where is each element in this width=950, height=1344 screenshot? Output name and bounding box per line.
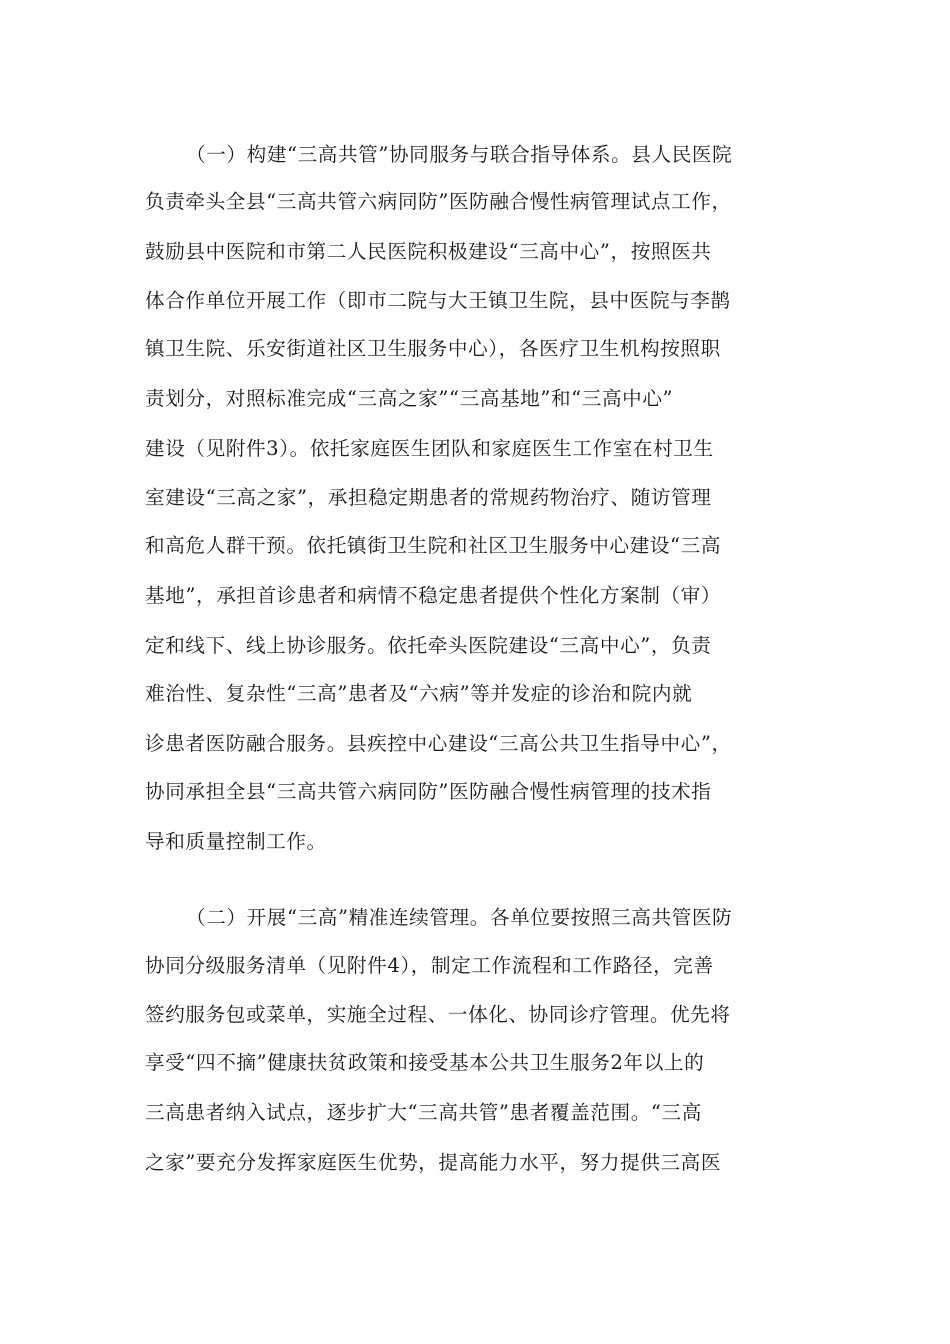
paragraph-1-line-9: 和高危人群干预。依托镇街卫生院和社区卫生服务中心建设“三高 [145,534,722,557]
paragraph-1-line-6: 责划分，对照标准完成“三高之家”“三高基地”和“三高中心” [145,387,674,410]
paragraph-1-line-3: 鼓励县中医院和市第二人民医院积极建设“三高中心”，按照医共 [145,240,712,263]
paragraph-2-line-6: 之家”要充分发挥家庭医生优势，提高能力水平，努力提供三高医 [145,1151,722,1174]
paragraph-1-line-15: 导和质量控制工作。 [145,830,327,853]
paragraph-1-line-13: 诊患者医防融合服务。县疾控中心建设“三高公共卫生指导中心”， [145,732,732,755]
paragraph-2-line-1: （二）开展“三高”精准连续管理。各单位要按照三高共管医防 [186,906,733,929]
paragraph-1-line-5: 镇卫生院、乐安街道社区卫生服务中心），各医疗卫生机构按照职 [145,337,721,360]
paragraph-1-line-11: 定和线下、线上协诊服务。依托牵头医院建设“三高中心”，负责 [145,634,712,657]
paragraph-1-line-4: 体合作单位开展工作（即市二院与大王镇卫生院，县中医院与李鹊 [145,289,731,312]
paragraph-1-line-7: 建设（见附件3）。依托家庭医生团队和家庭医生工作室在村卫生 [145,437,714,460]
paragraph-1-line-8: 室建设“三高之家”，承担稳定期患者的常规药物治疗、随访管理 [145,486,712,509]
paragraph-1-line-2: 负责牵头全县“三高共管六病同防”医防融合慢性病管理试点工作， [145,190,732,213]
paragraph-2-line-4: 享受“四不摘”健康扶贫政策和接受基本公共卫生服务2年以上的 [145,1051,705,1074]
paragraph-2-line-5: 三高患者纳入试点，逐步扩大“三高共管”患者覆盖范围。“三高 [145,1101,702,1124]
paragraph-1-line-12: 难治性、复杂性“三高”患者及“六病”等并发症的诊治和院内就 [145,682,693,705]
paragraph-1-line-1: （一）构建“三高共管”协同服务与联合指导体系。县人民医院 [186,143,733,166]
paragraph-2-line-2: 协同分级服务清单（见附件4），制定工作流程和工作路径，完善 [145,954,714,977]
paragraph-1-line-14: 协同承担全县“三高共管六病同防”医防融合慢性病管理的技术指 [145,780,712,803]
paragraph-1-line-10: 基地”，承担首诊患者和病情不稳定患者提供个性化方案制（审） [145,584,722,607]
paragraph-2-line-3: 签约服务包或菜单，实施全过程、一体化、协同诊疗管理。优先将 [145,1003,731,1026]
